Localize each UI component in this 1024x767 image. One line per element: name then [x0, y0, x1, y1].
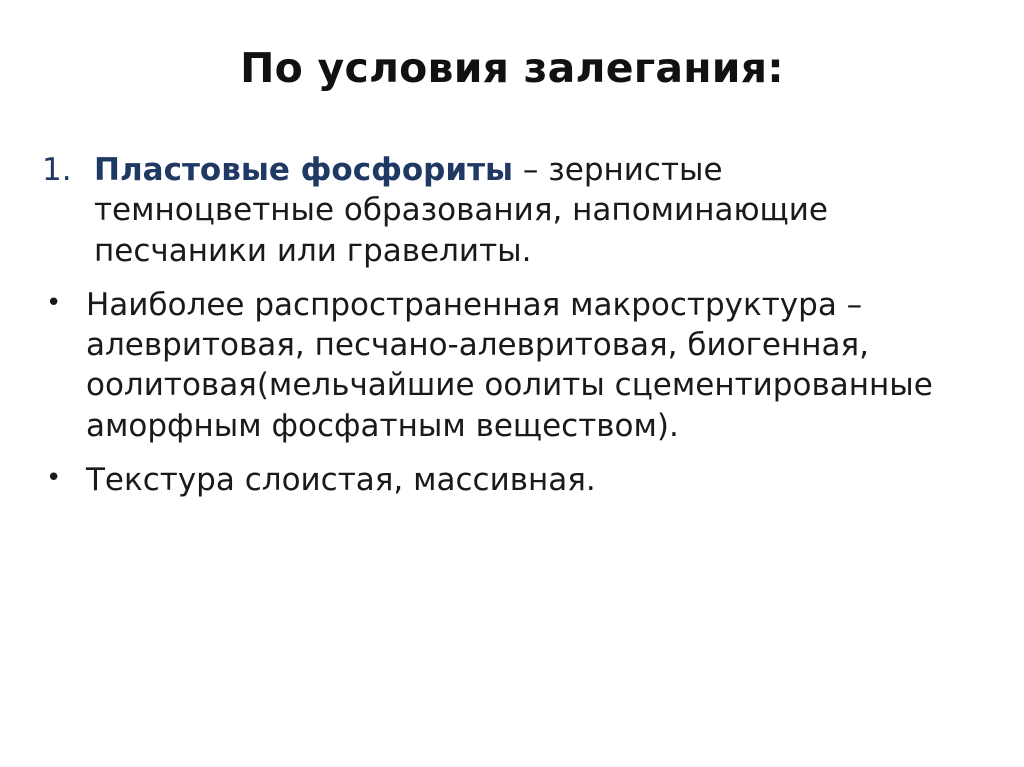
list-item-text: Наиболее распространенная макроструктура – алевритовая, песчано-алевритовая, биогенная, оолитовая(мельчайшие оолиты сцементированные аморфным фосфатным веществом).: [86, 286, 933, 444]
list-item-text: Текстура слоистая, массивная.: [86, 462, 596, 499]
list-item: [40, 285, 984, 446]
slide-body: [40, 150, 984, 514]
list-item-rest: – зернистые темноцветные образования, напоминающие песчаники или гравелиты.: [94, 152, 828, 269]
list-item: [40, 150, 984, 271]
list-marker-number: 1.: [42, 152, 72, 188]
list-item-highlight: Пластовые фосфориты: [94, 152, 514, 188]
page-title: По условия залегания:: [240, 44, 784, 92]
list-marker-bullet: •: [46, 287, 62, 318]
list-item-text: [94, 150, 914, 271]
list-item: [40, 460, 984, 500]
list-marker-bullet: •: [46, 463, 62, 494]
